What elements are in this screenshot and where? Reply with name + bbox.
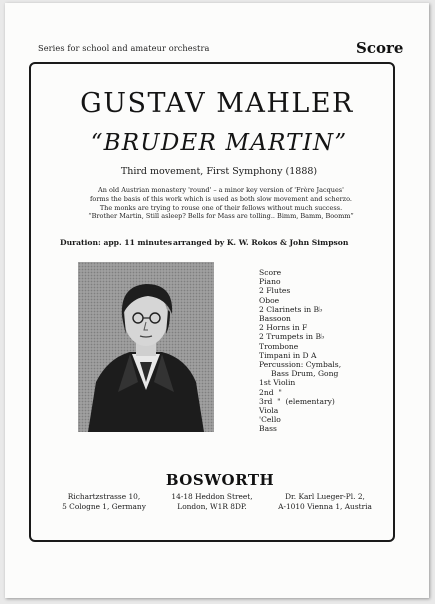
duration: Duration: app. 11 minutes [60,238,173,247]
description-line: “Brother Martin, Still asleep? Bells for Mass are tolling.. Bimm, Bamm, Boomm” [88,212,354,221]
series-label: Series for school and amateur orchestra [38,43,210,53]
instrument-line: Oboe [259,295,280,305]
instrument-line: Percussion: Cymbals, [259,360,342,370]
instrument-line: Bassoon [259,314,291,324]
instrument-line: Bass Drum, Gong [271,369,339,379]
publisher-name: BOSWORTH [165,471,275,489]
score-label: Score [356,39,404,57]
instrument-line: 1st Violin [259,378,296,388]
work-title: “BRUDER MARTIN” [90,130,348,156]
instrument-line: 2nd " [259,387,282,397]
address-vienna [270,492,380,512]
address-london [160,492,264,512]
address-line: London, W1R 8DP. [177,502,247,511]
instrument-line: 2 Trumpets in B♭ [259,332,325,342]
instrumentation-list [259,268,341,434]
work-subtitle: Third movement, First Symphony (1888) [120,166,318,177]
address-cologne [48,492,160,512]
instrument-line: 3rd " (elementary) [259,396,335,406]
address-line: A-1010 Vienna 1, Austria [278,502,372,511]
instrument-line: Bass [259,424,277,434]
description-line: forms the basis of this work which is used as both slow movement and scherzo. [90,194,352,203]
composer-portrait [78,262,214,432]
instrument-line: 'Cello [259,415,281,425]
description-line: The monks are trying to rouse one of their fellows without much success. [99,203,343,212]
address-line: Richartzstrasse 10, [67,492,141,501]
instrument-line: Timpani in D A [259,350,317,360]
instrument-line: 2 Clarinets in B♭ [259,304,323,314]
address-line: 14-18 Heddon Street, [171,492,253,501]
instrument-line: Piano [259,277,281,287]
description-line: An old Austrian monastery 'round' – a minor key version of 'Frère Jacques' [98,186,344,194]
composer-name: GUSTAV MAHLER [80,88,354,119]
work-description [73,186,369,221]
instrument-line: Trombone [259,341,299,351]
instrument-line: 2 Horns in F [259,323,308,333]
instrument-line: Score [259,268,282,277]
address-line: 5 Cologne 1, Germany [62,502,146,511]
address-line: Dr. Karl Lueger-Pl. 2, [285,492,365,501]
instrument-line: Viola [259,406,279,416]
arranger-credit: arranged by K. W. Rokos & John Simpson [173,238,349,247]
instrument-line: 2 Flutes [259,286,291,296]
